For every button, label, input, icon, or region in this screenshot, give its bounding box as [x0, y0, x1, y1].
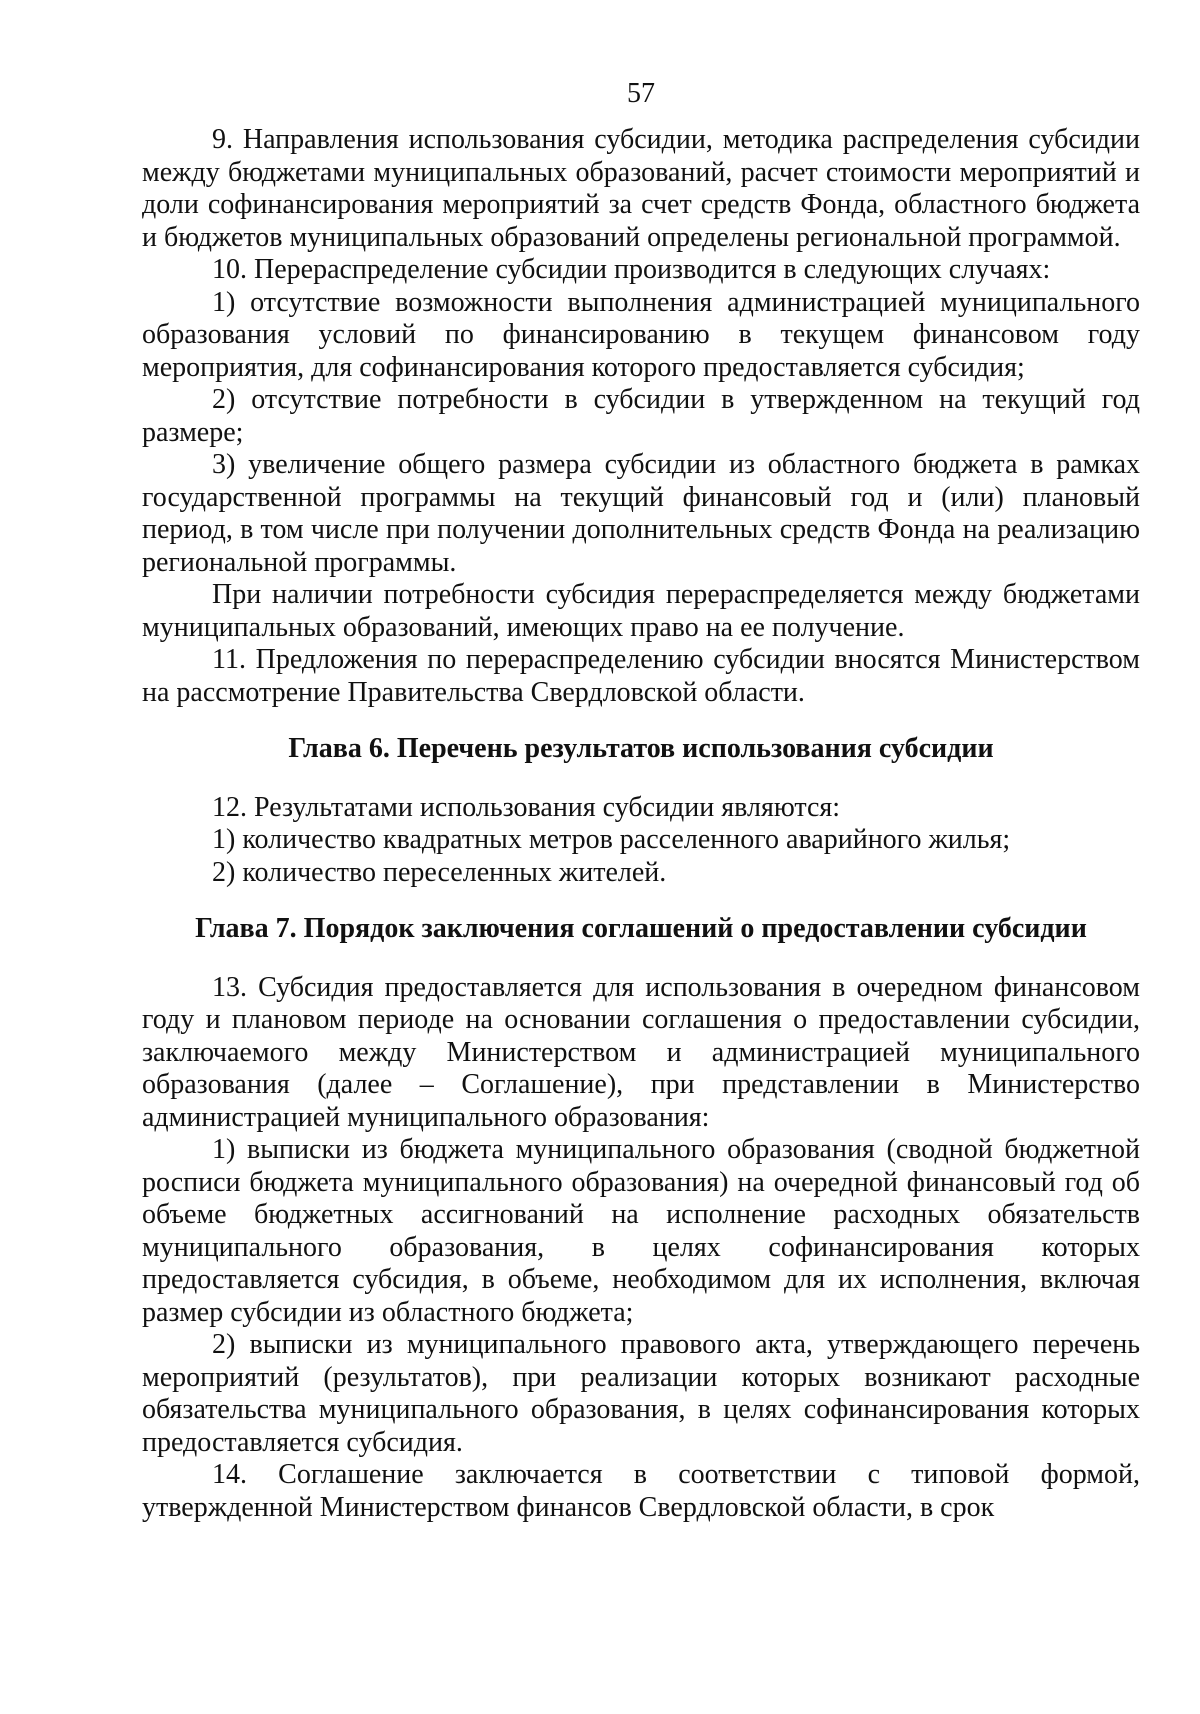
- paragraph-12: 12. Результатами использования субсидии являются:: [212, 791, 841, 823]
- paragraph-13: 13. Субсидия предоставляется для использования в очередном финансовом году и плановом периоде на основании соглашения о предоставлении субсидии, заключаемого между Министерством и администрацией муниципального образования (далее – Соглашение), при представлении в Министерство администрацией муниципального образования:: [142, 971, 1140, 1133]
- paragraph-9: 9. Направления использования субсидии, методика распределения субсидии между бюджетами муниципальных образований, расчет стоимости мероприятий и доли софинансирования мероприятий за счет средств Фонда, областного бюджета и бюджетов муниципальных образований определены региональной программой.: [142, 124, 1140, 253]
- chapter-6-title: Глава 6. Перечень результатов использования субсидии: [288, 733, 994, 764]
- page-number: 57: [627, 78, 655, 109]
- paragraph-13-item-2: 2) выписки из муниципального правового акта, утверждающего перечень мероприятий (результатов), при реализации которых возникают расходные обязательства муниципального образования, в целях софинансирования которых предоставляется субсидия.: [142, 1329, 1140, 1458]
- paragraph-11: 11. Предложения по перераспределению субсидии вносятся Министерством на рассмотрение Правительства Свердловской области.: [142, 644, 1140, 708]
- paragraph-10: 10. Перераспределение субсидии производится в следующих случаях:: [212, 254, 1051, 285]
- paragraph-14: 14. Соглашение заключается в соответствии с типовой формой, утвержденной Министерством финансов Свердловской области, в срок: [142, 1459, 1140, 1523]
- paragraph-13-item-1: 1) выписки из бюджета муниципального образования (сводной бюджетной росписи бюджета муниципального образования) на очередной финансовый год об объеме бюджетных ассигнований на исполнение расходных обязательств муниципального образования, в целях софинансирования которых предоставляется субсидия, в объеме, необходимом для их исполнения, включая размер субсидии из областного бюджета;: [142, 1134, 1140, 1328]
- paragraph-10-item-2: 2) отсутствие потребности в субсидии в утвержденном на текущий год размере;: [142, 384, 1140, 448]
- paragraph-12-item-1: 1) количество квадратных метров расселенного аварийного жилья;: [212, 824, 1011, 855]
- paragraph-redistribution: При наличии потребности субсидия перераспределяется между бюджетами муниципальных образований, имеющих право на ее получение.: [142, 579, 1140, 643]
- paragraph-12-item-2: 2) количество переселенных жителей.: [212, 856, 667, 888]
- paragraph-10-item-1: 1) отсутствие возможности выполнения администрацией муниципального образования условий по финансированию в текущем финансовом году мероприятия, для софинансирования которого предоставляется субсидия;: [142, 286, 1140, 383]
- chapter-7-title: Глава 7. Порядок заключения соглашений о предоставлении субсидии: [195, 913, 1087, 944]
- paragraph-10-item-3: 3) увеличение общего размера субсидии из областного бюджета в рамках государственной программы на текущий финансовый год и (или) плановый период, в том числе при получении дополнительных средств Фонда на реализацию региональной программы.: [142, 449, 1140, 578]
- document-page: [142, 78, 1140, 1524]
